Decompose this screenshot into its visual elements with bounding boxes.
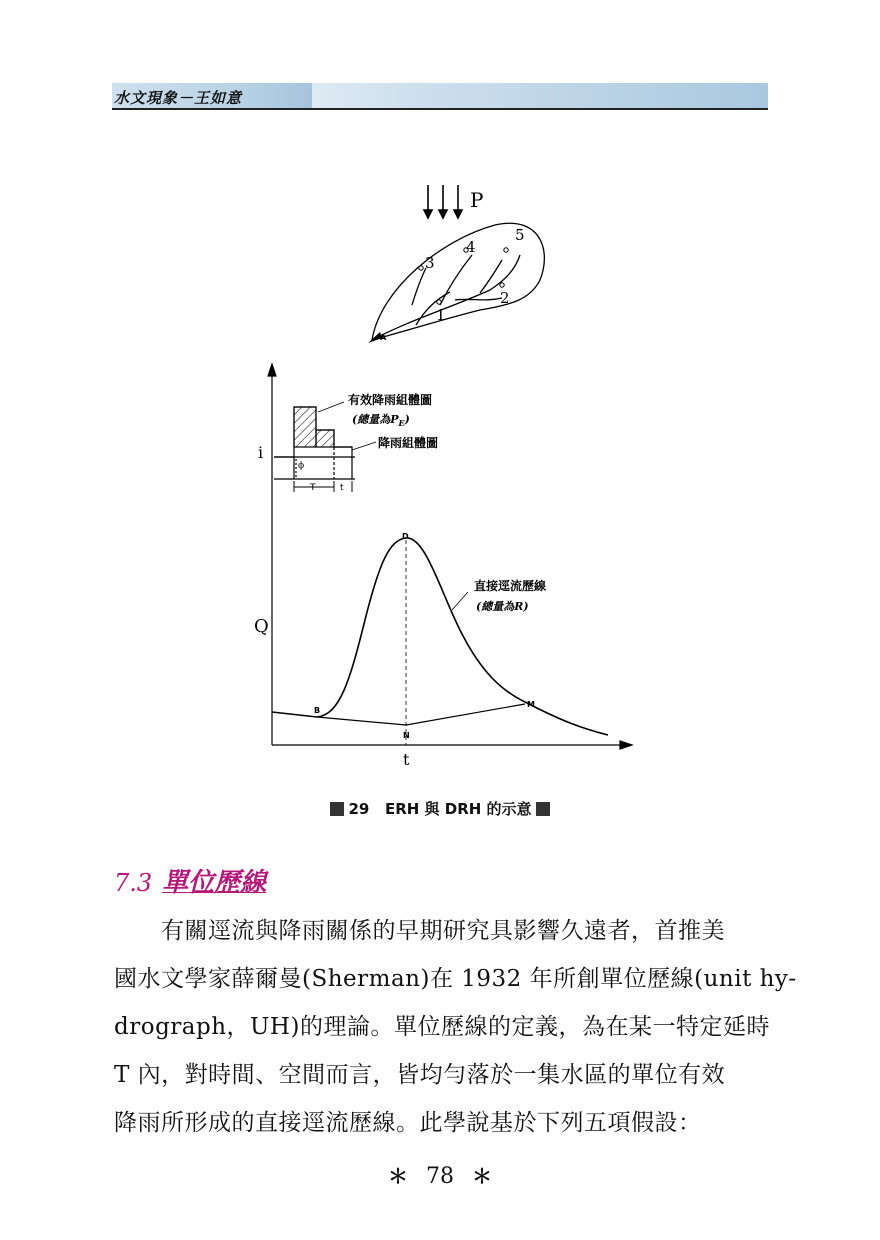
outlet-label: A (380, 333, 387, 342)
caption-number: 29 (348, 800, 370, 818)
y-axis-label-i: i (258, 443, 264, 462)
gauge-label-4: 4 (466, 238, 476, 256)
caption-block-icon-end (536, 802, 550, 816)
gauge-label-5: 5 (515, 226, 525, 244)
duration-label-T: T (310, 483, 316, 493)
point-B: B (314, 706, 321, 715)
page-number: 78 (426, 1164, 454, 1189)
y-axis-label-Q: Q (254, 616, 269, 637)
point-M: M (527, 700, 535, 709)
baseflow-separation (317, 704, 525, 725)
effective-rain-label: 有效降雨組體圖 (348, 393, 433, 407)
star-right: ＊ (472, 1164, 492, 1188)
section-title: 單位歷線 (162, 868, 267, 898)
axes (268, 364, 632, 749)
page-footer (0, 1160, 880, 1189)
gauge-label-3: 3 (425, 254, 435, 272)
paragraph-line-5: 降雨所形成的直接逕流歷線。此學說基於下列五項假設： (114, 1110, 702, 1136)
hyetograph (274, 407, 355, 479)
figure-29 (240, 180, 640, 794)
x-axis-label-t: t (403, 750, 410, 769)
rain-hyetograph-label: 降雨組體圖 (378, 436, 439, 450)
point-D: D (402, 532, 409, 541)
direct-runoff-curve (272, 538, 608, 735)
caption-block-icon (330, 802, 344, 816)
figure-svg (240, 180, 640, 790)
section-number: 7.3 (114, 869, 153, 897)
rain-arrows (424, 185, 462, 218)
phi-label: ϕ (298, 461, 305, 471)
caption-text: ERH 與 DRH 的示意 (384, 800, 532, 818)
leader-runoff (452, 592, 468, 610)
running-title: 水文現象－王如意 (114, 89, 243, 107)
runoff-total-label: (總量為R) (476, 600, 529, 613)
leader-effective-rain (318, 402, 344, 412)
duration-label-t: t (340, 483, 344, 493)
gauge-label-1: 1 (436, 306, 446, 324)
leader-rain (352, 442, 376, 450)
section-heading (114, 862, 266, 899)
header-rule (112, 108, 768, 110)
rain-label: P (470, 188, 484, 212)
stream-network (372, 255, 520, 340)
runoff-label: 直接逕流歷線 (474, 579, 547, 593)
point-N: N (403, 731, 410, 740)
paragraph-line-4: T 內，對時間、空間而言，皆均勻落於一集水區的單位有效 (114, 1062, 726, 1088)
paragraph-line-3: drograph，UH)的理論。單位歷線的定義，為在某一特定延時 (114, 1014, 770, 1040)
paragraph-line-2: 國水文學家薛爾曼(Sherman)在 1932 年所創單位歷線(unit hy- (114, 966, 797, 992)
gauge-label-2: 2 (500, 289, 510, 307)
star-left: ＊ (388, 1164, 408, 1188)
paragraph-line-1: 有關逕流與降雨關係的早期研究具影響久遠者，首推美 (114, 918, 725, 944)
figure-caption (0, 798, 880, 819)
effective-rain-total-label: (總量為$P_E$) (352, 413, 410, 428)
